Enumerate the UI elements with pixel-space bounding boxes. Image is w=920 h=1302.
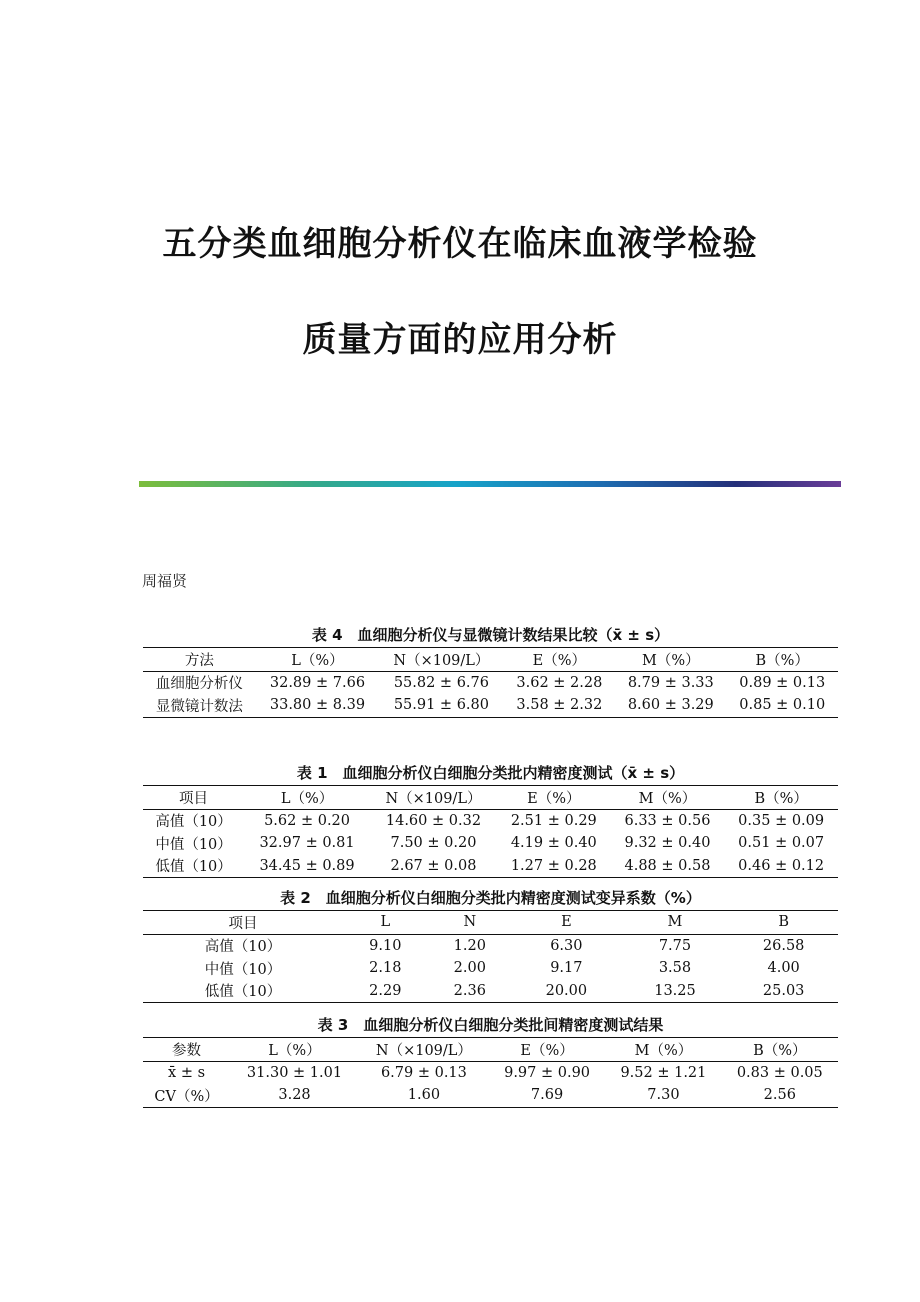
row-label: 低值（10） <box>204 984 282 1001</box>
column-header: E（%） <box>527 790 581 807</box>
table-row <box>143 934 838 957</box>
table-cell: 32.97 ± 0.81 <box>259 835 355 852</box>
column-header: E <box>561 914 572 931</box>
table-cell: 1.60 <box>407 1087 441 1104</box>
table-cell: 2.51 ± 0.29 <box>510 812 597 829</box>
table-cell: 2.29 <box>369 982 402 999</box>
table-cell: 6.33 ± 0.56 <box>624 812 711 829</box>
table-caption: 表 4 血细胞分析仪与显微镜计数结果比较（x̄ ± s） <box>311 626 670 644</box>
table-cell: 7.50 ± 0.20 <box>390 835 477 852</box>
data-table <box>143 910 838 1003</box>
table-row <box>143 694 838 717</box>
row-label: 高值（10） <box>204 939 282 956</box>
data-table <box>143 1037 838 1108</box>
table-cell: 0.35 ± 0.09 <box>738 812 825 829</box>
author-name: 周福贤 <box>142 572 188 590</box>
table-cell: 0.85 ± 0.10 <box>739 697 826 714</box>
column-header: 项目 <box>179 790 209 807</box>
table-cell: 31.30 ± 1.01 <box>246 1064 343 1081</box>
table-cell: 7.75 <box>658 937 692 954</box>
data-table <box>143 785 838 878</box>
table-caption: 表 2 血细胞分析仪白细胞分类批内精密度测试变异系数（%） <box>280 889 701 907</box>
table-header-row <box>143 1038 838 1062</box>
table-cell: 4.19 ± 0.40 <box>510 835 597 852</box>
column-header: E（%） <box>532 652 587 669</box>
row-label: 血细胞分析仪 <box>155 676 243 693</box>
table-cell: 4.88 ± 0.58 <box>624 857 711 874</box>
table-cell: 55.82 ± 6.76 <box>393 674 489 691</box>
column-header: L（%） <box>268 1042 321 1059</box>
table-cell: 14.60 ± 0.32 <box>385 812 482 829</box>
table-cell: 32.89 ± 7.66 <box>269 674 366 691</box>
table-cell: 9.10 <box>369 937 402 954</box>
table-cell: 20.00 <box>545 982 588 999</box>
gradient-divider <box>139 481 841 487</box>
column-header: M <box>667 914 683 931</box>
table-cell: 34.45 ± 0.89 <box>259 857 355 874</box>
column-header: B（%） <box>753 1042 807 1059</box>
column-header: L <box>380 914 391 931</box>
column-header: M（%） <box>641 652 700 669</box>
table-cell: 9.52 ± 1.21 <box>620 1064 707 1081</box>
table-cell: 6.79 ± 0.13 <box>380 1064 467 1081</box>
column-header: N <box>463 914 477 931</box>
document-title-line-1: 五分类血细胞分析仪在临床血液学检验 <box>162 224 758 264</box>
table-cell: 55.91 ± 6.80 <box>393 697 489 714</box>
table-header-row <box>143 648 838 672</box>
table-row <box>143 832 838 855</box>
table-row <box>143 980 838 1003</box>
data-table <box>143 647 838 718</box>
column-header: M（%） <box>638 790 697 807</box>
table-cell: 8.79 ± 3.33 <box>627 674 714 691</box>
table-row <box>143 957 838 980</box>
table-cell: 5.62 ± 0.20 <box>264 812 351 829</box>
table-row <box>143 855 838 878</box>
table-cell: 6.30 <box>550 937 583 954</box>
table-cell: 3.62 ± 2.28 <box>516 674 603 691</box>
table-cell: 2.00 <box>453 960 486 977</box>
column-header: N（×109/L） <box>375 1042 472 1059</box>
document-title-line-2: 质量方面的应用分析 <box>302 320 618 360</box>
table-cell: 3.28 <box>278 1087 311 1104</box>
table-3 <box>143 1013 838 1108</box>
table-cell: 1.27 ± 0.28 <box>510 857 597 874</box>
table-2 <box>143 886 838 1003</box>
column-header: B（%） <box>754 790 808 807</box>
table-row <box>143 809 838 832</box>
table-cell: 9.32 ± 0.40 <box>624 835 711 852</box>
row-label: 中值（10） <box>155 836 232 853</box>
table-cell: 7.30 <box>647 1087 680 1104</box>
table-header-row <box>143 911 838 935</box>
table-row <box>143 1061 838 1084</box>
column-header: 参数 <box>172 1042 202 1059</box>
table-cell: 26.58 <box>762 937 805 954</box>
table-cell: 4.00 <box>767 960 800 977</box>
row-label: x̄ ± s <box>168 1064 206 1081</box>
column-header: 方法 <box>184 652 214 669</box>
table-header-row <box>143 786 838 810</box>
table-cell: 13.25 <box>654 982 696 999</box>
column-header: L（%） <box>280 790 334 807</box>
column-header: M（%） <box>634 1042 693 1059</box>
table-caption: 表 1 血细胞分析仪白细胞分类批内精密度测试（x̄ ± s） <box>296 764 685 782</box>
table-cell: 3.58 ± 2.32 <box>516 697 603 714</box>
table-row <box>143 671 838 694</box>
table-cell: 2.36 <box>453 982 486 999</box>
row-label: 高值（10） <box>155 814 232 831</box>
table-cell: 0.83 ± 0.05 <box>736 1064 823 1081</box>
table-1 <box>143 761 838 878</box>
table-cell: 8.60 ± 3.29 <box>627 697 714 714</box>
column-header: B（%） <box>755 652 809 669</box>
table-cell: 2.67 ± 0.08 <box>390 857 477 874</box>
row-label: CV（%） <box>154 1088 219 1105</box>
table-cell: 3.58 <box>658 960 692 977</box>
table-cell: 33.80 ± 8.39 <box>269 697 366 714</box>
table-cell: 0.89 ± 0.13 <box>739 674 826 691</box>
table-cell: 2.56 <box>763 1087 796 1104</box>
table-row <box>143 1084 838 1107</box>
column-header: B <box>778 914 789 931</box>
table-4 <box>143 623 838 718</box>
column-header: 项目 <box>228 915 258 932</box>
table-caption: 表 3 血细胞分析仪白细胞分类批间精密度测试结果 <box>317 1016 664 1034</box>
table-cell: 9.97 ± 0.90 <box>504 1064 591 1081</box>
table-cell: 0.51 ± 0.07 <box>738 835 825 852</box>
row-label: 中值（10） <box>204 961 282 978</box>
table-cell: 25.03 <box>762 982 805 999</box>
column-header: N（×109/L） <box>385 790 482 807</box>
column-header: N（×109/L） <box>393 652 490 669</box>
table-cell: 7.69 <box>530 1087 564 1104</box>
row-label: 低值（10） <box>155 859 232 876</box>
column-header: E（%） <box>520 1042 574 1059</box>
column-header: L（%） <box>291 652 344 669</box>
table-cell: 9.17 <box>550 960 583 977</box>
row-label: 显微镜计数法 <box>155 698 243 715</box>
table-cell: 0.46 ± 0.12 <box>738 857 825 874</box>
table-cell: 1.20 <box>453 937 486 954</box>
table-cell: 2.18 <box>369 960 402 977</box>
